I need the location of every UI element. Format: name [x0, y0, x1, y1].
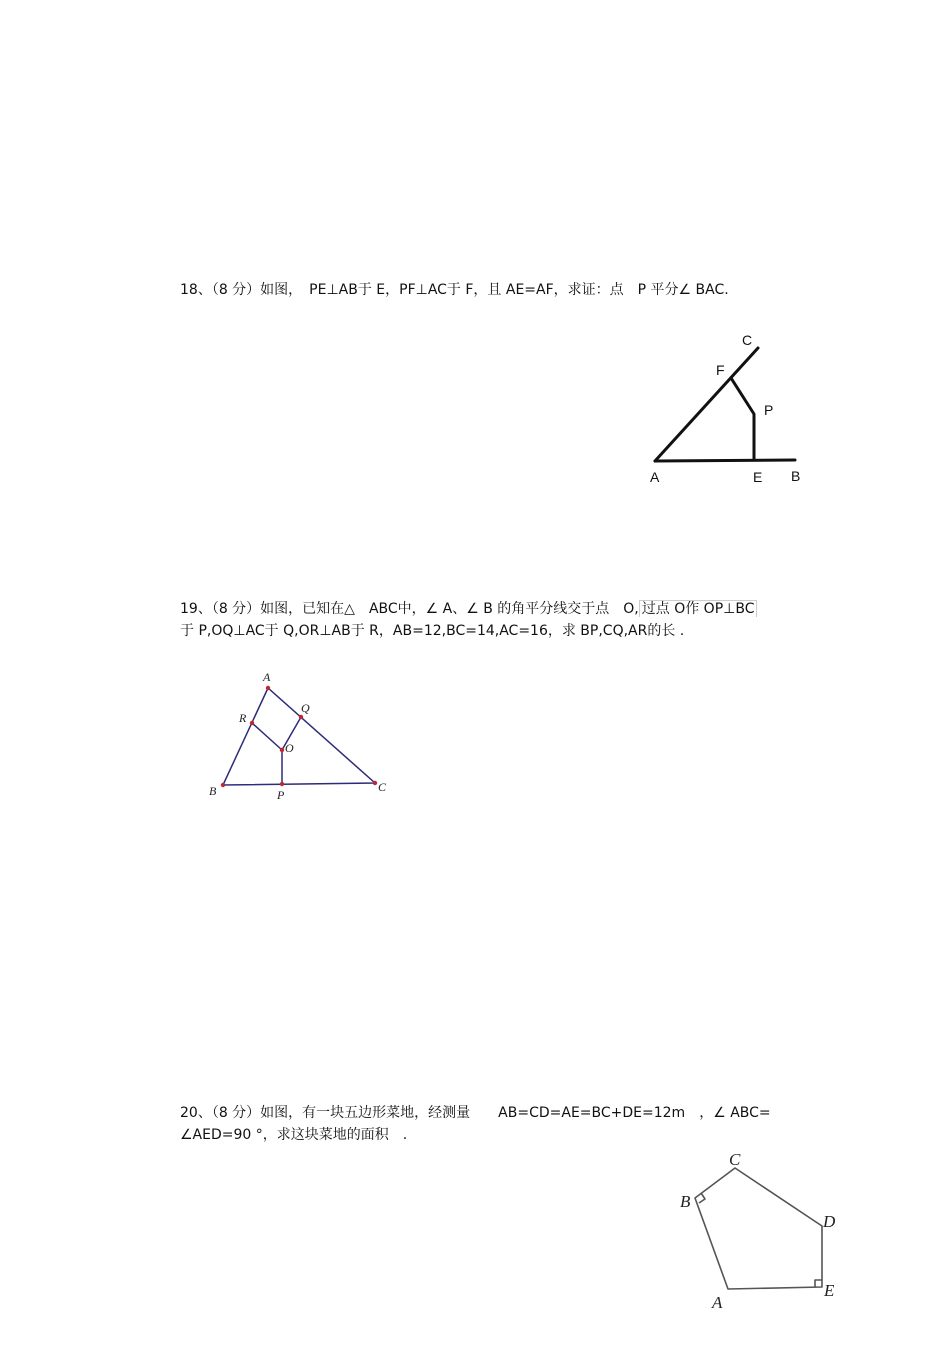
point-O — [280, 748, 284, 752]
figure-18-angle-bisector — [640, 325, 820, 490]
question-19-line-2: 于 P,OQ⊥AC于 Q,OR⊥AB于 R，AB=12,BC=14,AC=16，求 BP,CQ,AR的长 . — [180, 623, 685, 639]
label-A: A — [712, 1293, 723, 1312]
label-A: A — [263, 670, 271, 684]
question-20-line-1: 20、（8 分）如图，有一块五边形菜地，经测量 AB=CD=AE=BC+DE=12m ，∠ ABC= — [180, 1105, 771, 1121]
point-P — [280, 782, 284, 786]
figure-19-incenter-triangle — [200, 665, 400, 805]
label-E: E — [753, 469, 763, 485]
right-angle-E — [815, 1280, 822, 1287]
label-B: B — [209, 784, 217, 798]
label-E: E — [824, 1281, 835, 1300]
figure-20-pentagon — [670, 1145, 845, 1315]
point-R — [250, 721, 254, 725]
triangle-ABC — [223, 688, 375, 785]
question-19-text — [180, 598, 757, 642]
point-Q — [299, 715, 303, 719]
label-O: O — [285, 741, 294, 755]
question-19-line-1: 19、（8 分）如图，已知在△ ABC中，∠ A、∠ B 的角平分线交于点 O, 过点 O作 OP⊥BC — [180, 598, 757, 620]
point-C — [373, 781, 377, 785]
segment-FPE — [731, 378, 754, 460]
label-P: P — [764, 402, 774, 418]
pentagon-ABCDE — [695, 1168, 822, 1289]
question-18-text: 18、（8 分）如图， PE⊥AB于 E，PF⊥AC于 F，且 AE=AF，求证：点 P 平分∠ BAC. — [180, 282, 729, 298]
label-F: F — [716, 362, 725, 378]
question-20-line-2: ∠AED=90 °，求这块菜地的面积 . — [180, 1127, 408, 1143]
label-A: A — [650, 469, 660, 485]
label-C: C — [729, 1150, 741, 1169]
label-P: P — [277, 788, 285, 802]
label-B: B — [791, 468, 801, 484]
label-D: D — [823, 1212, 836, 1231]
label-B: B — [680, 1192, 691, 1211]
point-A — [266, 686, 270, 690]
ray-AB — [655, 460, 795, 461]
question-20-text — [180, 1102, 771, 1146]
segment-OR — [252, 723, 282, 750]
point-B — [221, 783, 225, 787]
label-R: R — [239, 711, 247, 725]
label-Q: Q — [301, 701, 310, 715]
ray-AC — [655, 348, 758, 461]
label-C: C — [742, 332, 753, 348]
label-C: C — [378, 780, 387, 794]
